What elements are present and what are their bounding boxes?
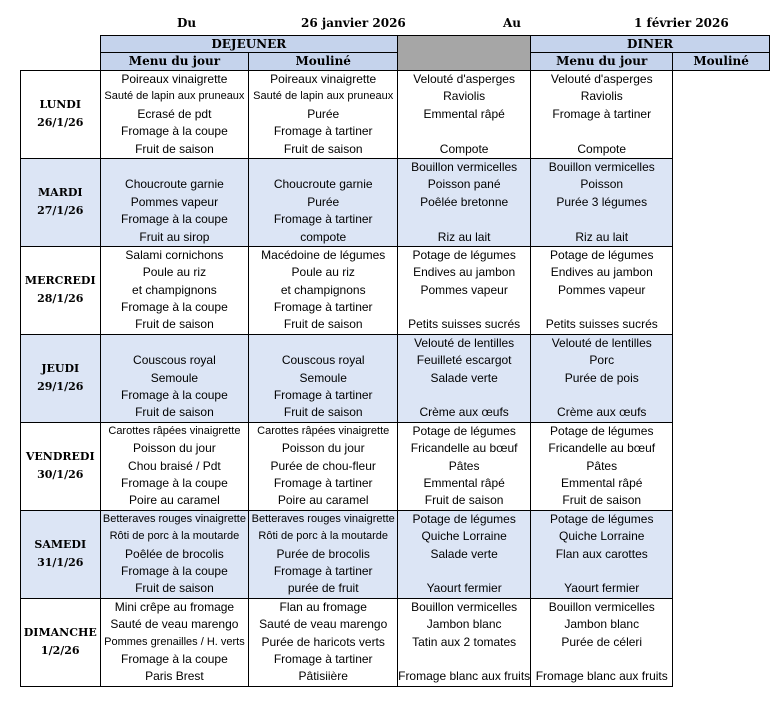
dish-line <box>531 211 672 228</box>
day-name: MARDI <box>37 186 83 200</box>
day-date: 28/1/26 <box>37 292 84 306</box>
dish-line <box>398 651 530 668</box>
dinner-menu-cell <box>398 510 531 598</box>
dish-line: Poireaux vinaigrette <box>270 72 377 86</box>
lunch-menu-cell <box>100 71 249 159</box>
dish-line: Riz au lait <box>575 229 629 244</box>
dish-line: Yaourt fermier <box>564 581 640 596</box>
dish-line: Pâtes <box>448 458 480 473</box>
day-row <box>21 334 770 422</box>
day-label-cell <box>21 422 101 510</box>
day-date: 31/1/26 <box>37 556 84 570</box>
dish-line: Betteraves rouges vinaigrette <box>102 512 246 525</box>
dish-line: Quiche Lorraine <box>421 529 507 544</box>
dish-line: Fromage à la coupe <box>121 300 228 315</box>
lunch-mouline-cell <box>249 334 398 422</box>
day-row <box>21 598 770 686</box>
day-name: MERCREDI <box>24 274 96 288</box>
dish-line: Poule au riz <box>291 265 355 280</box>
dish-line: Poire au caramel <box>277 493 369 508</box>
dish-line: Potage de légumes <box>412 247 516 262</box>
dish-line: Fricandelle au bœuf <box>548 441 656 456</box>
dinner-mouline-cell <box>531 246 673 334</box>
dish-line: Purée <box>307 194 340 209</box>
dish-line: Pommes vapeur <box>420 282 508 297</box>
menu-body <box>21 71 770 687</box>
day-date: 26/1/26 <box>37 116 84 130</box>
dish-line <box>398 211 530 228</box>
dish-line: Poêlée de brocolis <box>125 546 224 561</box>
lunch-menu-cell <box>100 422 249 510</box>
dish-line: Pommes vapeur <box>558 282 646 297</box>
dish-line: Fromage à tartiner <box>273 651 373 666</box>
dish-line: Couscous royal <box>281 353 365 368</box>
dish-line <box>249 335 397 352</box>
dish-line: Raviolis <box>580 89 623 104</box>
day-label-cell <box>21 71 101 159</box>
dish-line: Carottes râpées vinaigrette <box>257 424 390 437</box>
dish-line: Poisson du jour <box>281 441 365 456</box>
dish-line: Quiche Lorraine <box>559 529 645 544</box>
lunch-mouline-cell <box>249 246 398 334</box>
dish-line: Poêlée bretonne <box>420 194 509 209</box>
dish-line: Crème aux œufs <box>557 405 647 420</box>
dish-line: Endives au jambon <box>413 265 516 280</box>
day-label-cell <box>21 334 101 422</box>
dish-line: purée de fruit <box>287 581 359 596</box>
lunch-menu-cell <box>100 158 249 246</box>
dish-line: Poireaux vinaigrette <box>121 72 228 86</box>
dish-line: Fromage à la coupe <box>121 651 228 666</box>
dish-line: Sauté de lapin aux pruneaux <box>104 90 245 103</box>
dish-line: Jambon blanc <box>564 617 640 632</box>
dish-line: Ecrasé de pdt <box>137 106 212 121</box>
dish-line: Emmental râpé <box>423 475 505 490</box>
dish-line: Flan au fromage <box>279 599 367 614</box>
dish-line: Fruit de saison <box>283 141 363 156</box>
dish-line: Potage de légumes <box>550 511 654 526</box>
dish-line: Paris Brest <box>145 669 204 684</box>
dish-line: Choucroute garnie <box>125 177 224 192</box>
dinner-menu-header: Menu du jour <box>531 53 673 71</box>
dish-line <box>398 123 530 140</box>
dish-line: Fruit de saison <box>135 581 214 596</box>
dish-line: Choucroute garnie <box>273 177 373 192</box>
dish-line: Fromage à tartiner <box>273 388 373 403</box>
dish-line: Pommes vapeur <box>130 194 219 209</box>
dish-line: Rôti de porc à la moutarde <box>258 530 389 543</box>
dinner-menu-cell <box>398 246 531 334</box>
dish-line: Bouillon vermicelles <box>411 599 518 614</box>
start-date: 26 janvier 2026 <box>301 16 406 30</box>
dish-line: Potage de légumes <box>412 511 516 526</box>
dish-line: Poire au caramel <box>129 493 220 508</box>
dish-line: Fromage à la coupe <box>121 475 228 490</box>
dish-line: Salade verte <box>430 370 498 385</box>
dish-line: Purée de haricots verts <box>261 634 385 649</box>
dish-line: Pommes grenailles / H. verts <box>104 635 245 648</box>
day-name: JEUDI <box>41 362 80 376</box>
dish-line: Fromage à tartiner <box>273 475 373 490</box>
dish-line: Fruit au sirop <box>139 229 210 244</box>
dish-line: Fruit de saison <box>135 141 214 156</box>
day-date: 29/1/26 <box>37 380 84 394</box>
corner-blank <box>21 53 101 71</box>
dish-line: Poule au riz <box>142 265 207 280</box>
dish-line: Fromage à tartiner <box>273 563 373 578</box>
dinner-menu-cell <box>398 598 531 686</box>
dish-line: Feuilleté escargot <box>416 353 512 368</box>
day-label-cell <box>21 510 101 598</box>
dish-line: Raviolis <box>443 89 486 104</box>
column-divider <box>398 36 531 71</box>
day-name: DIMANCHE <box>23 626 97 640</box>
dish-line: compote <box>300 229 347 244</box>
corner-blank <box>21 36 101 53</box>
dish-line: Semoule <box>299 370 347 385</box>
dinner-section-header: DINER <box>531 36 770 53</box>
dinner-mouline-cell <box>531 510 673 598</box>
dish-line: Porc <box>589 353 615 368</box>
dinner-mouline-cell <box>531 71 673 159</box>
dish-line: Emmental râpé <box>423 106 505 121</box>
dish-line: Potage de légumes <box>550 423 654 438</box>
day-label-cell <box>21 598 101 686</box>
dish-line: Velouté de lentilles <box>414 335 515 350</box>
dish-line <box>101 335 249 352</box>
dish-line: Fruit de saison <box>562 493 642 508</box>
lunch-menu-cell <box>100 334 249 422</box>
dish-line: Fromage à la coupe <box>121 212 228 227</box>
day-row <box>21 158 770 246</box>
dish-line: Jambon blanc <box>426 617 502 632</box>
dinner-menu-cell <box>398 334 531 422</box>
dish-line: Riz au lait <box>437 229 491 244</box>
dish-line: et champignons <box>280 282 366 297</box>
lunch-mouline-cell <box>249 158 398 246</box>
dinner-mouline-cell <box>531 422 673 510</box>
dish-line <box>398 563 530 580</box>
du-label: Du <box>177 16 197 30</box>
dish-line: Carottes râpées vinaigrette <box>108 424 241 437</box>
dinner-mouline-cell <box>531 158 673 246</box>
day-name: SAMEDI <box>34 538 87 552</box>
dish-line: Bouillon vermicelles <box>411 159 518 174</box>
dish-line <box>531 299 672 316</box>
dish-line: Fricandelle au bœuf <box>410 441 518 456</box>
dish-line: Pâtes <box>586 458 618 473</box>
dish-line: Sauté de lapin aux pruneaux <box>253 90 394 103</box>
dish-line <box>398 299 530 316</box>
dish-line: Fromage blanc aux fruits <box>535 669 668 684</box>
dish-line: Purée de céleri <box>561 634 643 649</box>
dish-line: et champignons <box>132 282 217 297</box>
dish-line: Crème aux œufs <box>419 405 509 420</box>
dish-line <box>398 387 530 404</box>
dish-line: Fromage à tartiner <box>273 300 373 315</box>
lunch-mouline-cell <box>249 71 398 159</box>
lunch-menu-cell <box>100 510 249 598</box>
dish-line: Potage de légumes <box>412 423 516 438</box>
dish-line: Compote <box>577 141 627 156</box>
dish-line <box>531 387 672 404</box>
lunch-mouline-cell <box>249 598 398 686</box>
dish-line: Chou braisé / Pdt <box>128 458 221 473</box>
au-label: Au <box>503 16 522 30</box>
dinner-mouline-header: Mouliné <box>673 53 770 71</box>
dish-line: Purée de pois <box>564 370 639 385</box>
day-date: 30/1/26 <box>37 468 84 482</box>
dish-line: Poisson <box>580 177 624 192</box>
lunch-mouline-cell <box>249 422 398 510</box>
dish-line <box>531 651 672 668</box>
dish-line <box>531 123 672 140</box>
dish-line: Velouté d'asperges <box>413 72 515 86</box>
dish-line: Couscous royal <box>133 353 216 368</box>
lunch-menu-cell <box>100 246 249 334</box>
weekly-menu-table <box>20 35 770 687</box>
dish-line: Purée <box>307 106 340 121</box>
dish-line: Velouté d'asperges <box>550 72 653 86</box>
dish-line: Flan aux carottes <box>555 546 648 561</box>
day-row <box>21 422 770 510</box>
dish-line: Purée de brocolis <box>276 546 370 561</box>
day-name: VENDREDI <box>25 450 95 464</box>
dinner-menu-cell <box>398 422 531 510</box>
dish-line: Yaourt fermier <box>426 581 502 596</box>
dish-line <box>101 159 249 176</box>
dish-line: Fruit de saison <box>135 317 214 332</box>
day-name: LUNDI <box>39 98 81 112</box>
day-row <box>21 71 770 159</box>
end-date: 1 février 2026 <box>634 16 729 30</box>
dish-line <box>249 159 397 176</box>
dish-line: Macédoine de légumes <box>261 247 386 262</box>
day-label-cell <box>21 158 101 246</box>
dish-line: Tatin aux 2 tomates <box>412 634 517 649</box>
day-row <box>21 246 770 334</box>
dinner-menu-cell <box>398 71 531 159</box>
dish-line: Salami cornichons <box>125 247 224 262</box>
day-date: 1/2/26 <box>40 644 80 658</box>
day-label-cell <box>21 246 101 334</box>
dish-line: Rôti de porc à la moutarde <box>109 530 240 543</box>
day-date: 27/1/26 <box>37 204 84 218</box>
dinner-menu-cell <box>398 158 531 246</box>
dish-line: Semoule <box>150 370 199 385</box>
dish-line: Salade verte <box>430 546 498 561</box>
lunch-mouline-header: Mouliné <box>249 53 398 71</box>
dish-line: Fromage à la coupe <box>121 563 228 578</box>
dish-line: Fromage blanc aux fruits <box>398 669 531 684</box>
dish-line: Bouillon vermicelles <box>548 159 655 174</box>
dish-line: Potage de légumes <box>550 247 654 262</box>
dish-line: Fruit de saison <box>283 405 363 420</box>
dish-line: Sauté de veau marengo <box>110 617 239 632</box>
dish-line: Poisson du jour <box>133 441 216 456</box>
lunch-menu-cell <box>100 598 249 686</box>
dish-line: Fruit de saison <box>424 493 504 508</box>
dish-line: Purée 3 légumes <box>556 194 648 209</box>
dish-line: Emmental râpé <box>561 475 643 490</box>
dish-line: Pâtisiière <box>298 669 348 684</box>
day-row <box>21 510 770 598</box>
lunch-section-header: DEJEUNER <box>100 36 398 53</box>
dinner-mouline-cell <box>531 598 673 686</box>
dish-line: Fromage à la coupe <box>121 388 228 403</box>
dish-line: Purée de chou-fleur <box>270 458 376 473</box>
dish-line: Velouté de lentilles <box>551 335 652 350</box>
dish-line: Fruit de saison <box>135 405 214 420</box>
dish-line: Poisson pané <box>427 177 501 192</box>
dish-line: Petits suisses sucrés <box>545 317 658 332</box>
dish-line: Endives au jambon <box>550 265 653 280</box>
dish-line: Mini crêpe au fromage <box>114 599 235 614</box>
dish-line: Compote <box>439 141 489 156</box>
dinner-mouline-cell <box>531 334 673 422</box>
dish-line: Fromage à tartiner <box>273 124 373 139</box>
dish-line: Petits suisses sucrés <box>408 317 521 332</box>
dish-line: Fromage à tartiner <box>273 212 373 227</box>
dish-line: Fromage à la coupe <box>121 124 228 139</box>
dish-line <box>531 563 672 580</box>
dish-line: Betteraves rouges vinaigrette <box>251 512 395 525</box>
dish-line: Fruit de saison <box>283 317 363 332</box>
lunch-menu-header: Menu du jour <box>100 53 249 71</box>
dish-line: Bouillon vermicelles <box>548 599 655 614</box>
lunch-mouline-cell <box>249 510 398 598</box>
dish-line: Fromage à tartiner <box>552 106 652 121</box>
dish-line: Sauté de veau marengo <box>259 617 388 632</box>
